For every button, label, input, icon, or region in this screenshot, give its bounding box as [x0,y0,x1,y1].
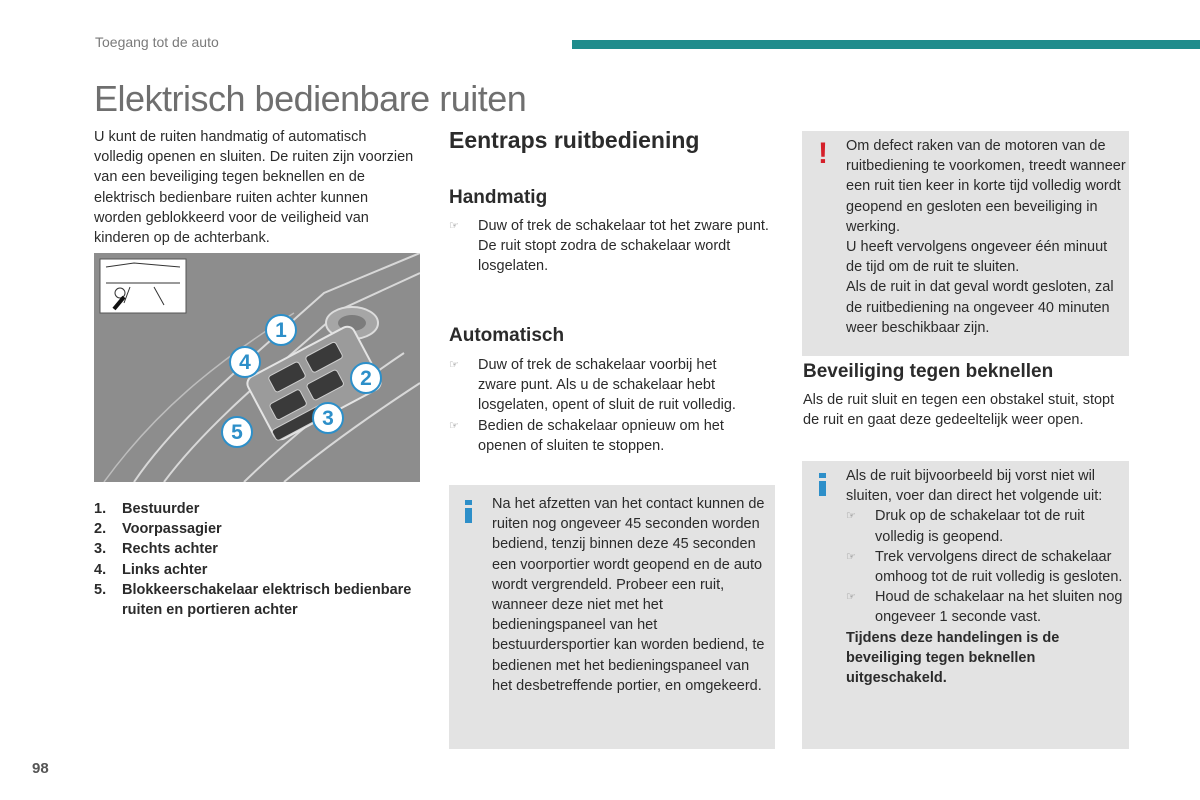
legend-number: 1. [94,501,107,517]
legend-text: Voorpassagier [122,521,222,538]
manual-bullet-text: Duw of trek de schakelaar tot het zware punt. De ruit stopt zodra de schakelaar wordt losgelaten. [478,218,769,275]
frost-intro: Als de ruit bijvoorbeeld bij vorst niet wil sluiten, voer dan direct het volgende uit: [846,468,1103,505]
intro-paragraph: U kunt de ruiten handmatig of automatisch volledig openen en sluiten. De ruiten zijn voorzien van een beveiliging tegen beknellen en de elektrisch bedienbare ruiten achter kunnen worden geblokkeerd voor de veiligheid van kinderen op de achterbank. [94,129,414,247]
manual-bullet [449,216,783,277]
automatic-bullet [449,416,759,456]
callout-2-label: 2 [360,367,372,390]
header-accent-bar [572,40,1200,49]
frost-bullet [846,506,1128,546]
section-heading: Eentraps ruitbediening [449,127,700,153]
callout-3-label: 3 [322,407,334,430]
page-number: 98 [32,760,49,777]
legend-item [94,539,414,559]
callout-5 [220,415,254,454]
info-icon [465,500,472,523]
automatic-bullets [449,355,759,456]
section-label: Toegang tot de auto [95,34,219,50]
callout-1-label: 1 [275,319,287,342]
callout-5-label: 5 [231,421,243,444]
legend-item [94,499,414,519]
callout-4 [228,345,262,384]
info-icon [819,473,826,496]
frost-bullet-text: Houd de schakelaar na het sluiten nog ongeveer 1 seconde vast. [875,589,1123,626]
info-box-frost-body [846,466,1128,688]
legend-text: Links achter [122,561,208,578]
legend-text: Rechts achter [122,541,218,558]
legend-item [94,580,414,620]
callout-2 [349,361,383,400]
manual-heading: Handmatig [449,187,548,208]
frost-bullet-text: Trek vervolgens direct de schakelaar omhoog tot de ruit volledig is gesloten. [875,548,1123,586]
legend-text: Bestuurder [122,501,200,517]
legend-text: Blokkeerschakelaar elektrisch bedienbare ruiten en portieren achter [122,581,412,619]
frost-bullet-text: Druk op de schakelaar tot de ruit volledig is geopend. [875,508,1085,545]
callout-4-label: 4 [239,351,251,374]
callout-3 [311,401,345,440]
pointing-hand-icon: ☞ [449,220,459,232]
frost-bold-note: Tijdens deze handelingen is de beveiliging tegen beknellen uitgeschakeld. [846,629,1060,687]
legend-item [94,519,414,539]
page-title: Elektrisch bedienbare ruiten [94,78,527,119]
info-box-text: Na het afzetten van het contact kunnen de ruiten nog ongeveer 45 seconden worden bediend, tenzij binnen deze 45 seconden een voorportier wordt geopend en de auto wordt vergrendeld. Probeer een ruit, wanneer deze niet met het bedieningspaneel van het bestuurdersportier kan worden bediend, te bedienen met het bedieningspaneel van het desbetreffende portier, en omgekeerd. [492,496,765,694]
pointing-hand-icon: ☞ [449,359,459,371]
warning-text-3: Als de ruit in dat geval wordt gesloten, zal de ruitbediening na ongeveer 40 minuten weer beschikbaar zijn. [846,279,1114,336]
warning-box-body [846,136,1126,338]
pointing-hand-icon: ☞ [846,591,856,604]
callout-1 [264,313,298,352]
pointing-hand-icon: ☞ [846,550,856,563]
anti-pinch-heading: Beveiliging tegen beknellen [803,361,1054,382]
legend-number: 2. [94,521,107,538]
warning-box [802,131,1129,356]
frost-bullet [846,547,1128,587]
frost-bullet [846,587,1128,627]
info-box-timeout [449,485,775,749]
warning-text-2: U heeft vervolgens ongeveer één minuut de tijd om de ruit te sluiten. [846,239,1108,276]
warning-icon: ! [818,137,828,170]
automatic-bullet-text: Duw of trek de schakelaar voorbij het zware punt. Als u de schakelaar hebt losgelaten, opent of sluit de ruit volledig. [478,357,736,414]
figure-legend [94,499,414,620]
pointing-hand-icon: ☞ [449,419,459,432]
legend-item [94,560,414,580]
automatic-bullet [449,355,759,416]
pointing-hand-icon: ☞ [846,510,856,523]
legend-number: 3. [94,541,107,558]
anti-pinch-text: Als de ruit sluit en tegen een obstakel stuit, stopt de ruit en gaat deze gedeeltelijk weer open. [803,392,1115,429]
warning-text: Om defect raken van de motoren van de ruitbediening te voorkomen, treedt wanneer een ruit tien keer in korte tijd volledig wordt geopend en gesloten een beveiliging in werking. [846,138,1126,235]
legend-number: 5. [94,581,107,598]
window-switch-illustration [94,253,420,482]
automatic-bullet-text: Bedien de schakelaar opnieuw om het openen of sluiten te stoppen. [478,417,724,454]
automatic-heading: Automatisch [449,325,565,346]
info-box-frost [802,461,1129,749]
legend-number: 4. [94,561,107,578]
